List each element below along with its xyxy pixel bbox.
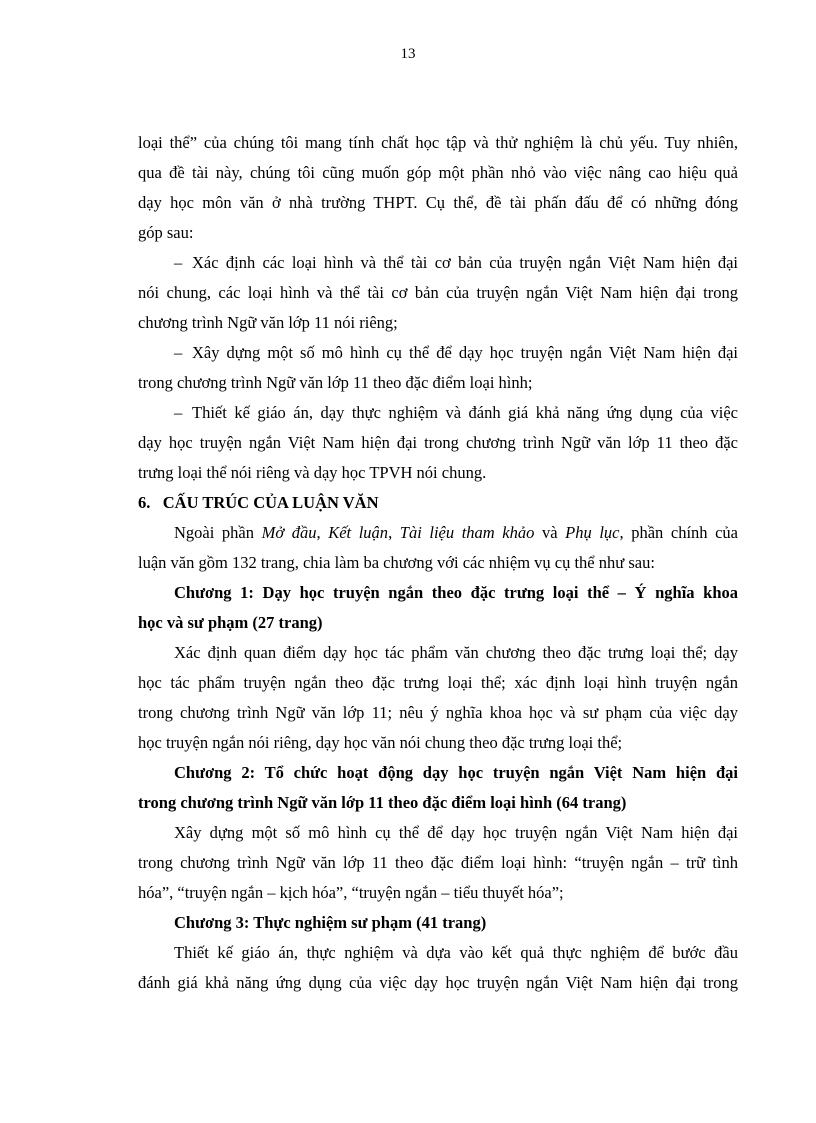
chapter-title: trong chương trình Ngữ văn lớp 11 theo đặc điểm loại hình (64 trang) <box>138 793 627 812</box>
paragraph-line: học truyện ngắn nói riêng, dạy học văn nói chung theo đặc trưng loại thể; <box>138 733 623 752</box>
section-heading: 6. CẤU TRÚC CỦA LUẬN VĂN <box>138 493 379 512</box>
bullet-item-line: – Xác định các loại hình và thể tài cơ bản của truyện ngắn Việt Nam hiện đại <box>138 248 738 278</box>
chapter-title: Chương 2: Tổ chức hoạt động dạy học truyện ngắn Việt Nam hiện đại <box>174 763 738 782</box>
chapter-title: Chương 1: Dạy học truyện ngắn theo đặc trưng loại thể – Ý nghĩa khoa <box>174 583 738 602</box>
paragraph-line: dạy học môn văn ở nhà trường THPT. Cụ thể, đề tài phấn đấu để có những đóng <box>138 193 738 212</box>
paragraph-line: Thiết kế giáo án, thực nghiệm và dựa vào kết quả thực nghiệm để bước đầu <box>174 943 738 962</box>
paragraph-line: đánh giá khả năng ứng dụng của việc dạy học truyện ngắn Việt Nam hiện đại trong <box>138 973 738 992</box>
paragraph-line: qua đề tài này, chúng tôi cũng muốn góp một phần nhỏ vào việc nâng cao hiệu quả <box>138 163 738 182</box>
bullet-item-line: – Xây dựng một số mô hình cụ thể để dạy học truyện ngắn Việt Nam hiện đại <box>138 338 738 368</box>
paragraph-line: luận văn gồm 132 trang, chia làm ba chương với các nhiệm vụ cụ thể như sau: <box>138 553 655 572</box>
paragraph-line: loại thể” của chúng tôi mang tính chất học tập và thử nghiệm là chủ yếu. Tuy nhiên, <box>138 133 738 152</box>
paragraph-line: Ngoài phần Mở đầu, Kết luận, Tài liệu tham khảo và Phụ lục, phần chính của <box>174 523 739 542</box>
chapter-title: Chương 3: Thực nghiệm sư phạm (41 trang) <box>174 913 487 932</box>
paragraph-line: trong chương trình Ngữ văn lớp 11; nêu ý nghĩa khoa học và sư phạm của việc dạy <box>138 703 738 722</box>
dash-marker: – <box>174 343 183 362</box>
bullet-item-line: nói chung, các loại hình và thể tài cơ bản của truyện ngắn Việt Nam hiện đại trong <box>138 283 738 302</box>
paragraph-line: trong chương trình Ngữ văn lớp 11 theo đặc điểm loại hình: “truyện ngắn – trữ tình <box>138 853 738 872</box>
bullet-item-line: trong chương trình Ngữ văn lớp 11 theo đặc điểm loại hình; <box>138 373 533 392</box>
bullet-item-line: trưng loại thể nói riêng và dạy học TPVH nói chung. <box>138 463 487 482</box>
bullet-item-line: – Thiết kế giáo án, dạy thực nghiệm và đánh giá khả năng ứng dụng của việc <box>138 398 738 428</box>
paragraph-line: góp sau: <box>138 223 194 242</box>
page-number: 13 <box>400 46 416 62</box>
bullet-item-line: chương trình Ngữ văn lớp 11 nói riêng; <box>138 313 398 332</box>
bullet-item-line: dạy học truyện ngắn Việt Nam hiện đại trong chương trình Ngữ văn lớp 11 theo đặc <box>138 433 738 452</box>
dash-marker: – <box>174 403 183 422</box>
dash-marker: – <box>174 253 183 272</box>
paragraph-line: Xác định quan điểm dạy học tác phẩm văn chương theo đặc trưng loại thể; dạy <box>174 643 738 662</box>
paragraph-line: Xây dựng một số mô hình cụ thể để dạy học truyện ngắn Việt Nam hiện đại <box>174 823 738 842</box>
paragraph-line: hóa”, “truyện ngắn – kịch hóa”, “truyện ngắn – tiểu thuyết hóa”; <box>138 883 564 902</box>
chapter-title: học và sư phạm (27 trang) <box>138 613 323 632</box>
document-body <box>138 128 738 998</box>
paragraph-line: học tác phẩm truyện ngắn theo đặc trưng loại thể; xác định loại hình truyện ngắn <box>138 673 738 692</box>
